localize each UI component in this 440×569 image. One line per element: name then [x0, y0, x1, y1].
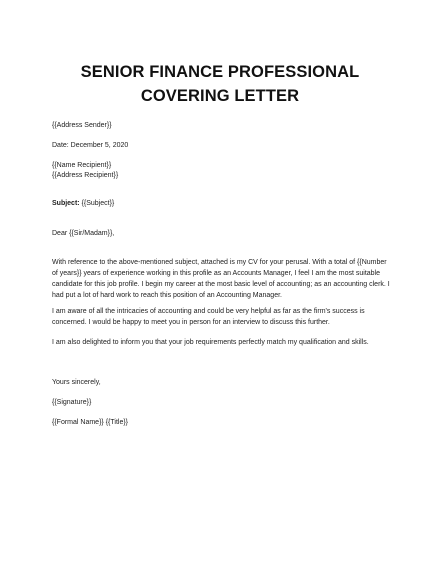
- salutation: Dear {{Sir/Madam}},: [52, 230, 115, 237]
- formal-name-title: {{Formal Name}} {{Title}}: [52, 419, 129, 426]
- signature: {{Signature}}: [52, 399, 92, 406]
- address-sender: {{Address Sender}}: [52, 122, 112, 129]
- address-recipient: {{Address Recipient}}: [52, 172, 119, 179]
- paragraph-2: I am aware of all the intricacies of accounting and could be very helpful as far as the firm's success is concerned. I would be happy to meet you in person for an interview to discuss this further.: [52, 308, 365, 326]
- letter-date: Date: December 5, 2020: [52, 142, 129, 149]
- subject-label: Subject:: [52, 200, 80, 207]
- closing: Yours sincerely,: [52, 379, 101, 386]
- title-line-2: COVERING LETTER: [140, 87, 300, 105]
- document-title: [0, 60, 440, 108]
- name-recipient: {{Name Recipient}}: [52, 162, 112, 169]
- paragraph-1: With reference to the above-mentioned subject, attached is my CV for your perusal. With a total of {{Number of years}} years of experience working in this profile as an Accounts Manager, I feel I am the most suitable candidate for this job profile. I begin my career at the most basic level of accounting; as an accounting clerk. I had put a lot of hard work to reach this position of an Accounting Manager.: [52, 259, 390, 299]
- subject-line: [52, 198, 397, 209]
- subject-value: {{Subject}}: [79, 200, 115, 207]
- paragraph-3: I am also delighted to inform you that your job requirements perfectly match my qualification and skills.: [52, 339, 369, 346]
- title-line-1: SENIOR FINANCE PROFESSIONAL: [80, 63, 360, 81]
